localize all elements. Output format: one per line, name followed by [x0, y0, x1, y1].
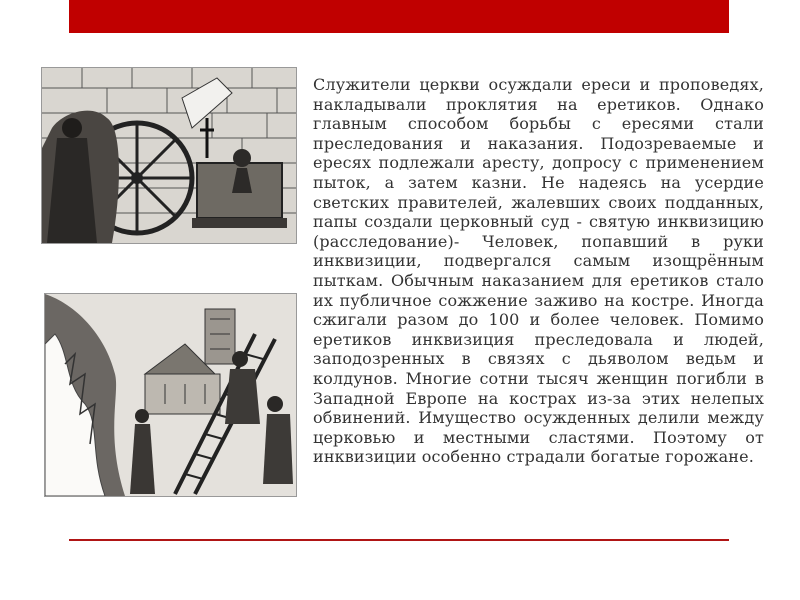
torture-wheel-engraving — [41, 67, 297, 244]
burning-at-stake-engraving — [44, 293, 297, 497]
body-text: Служители церкви осуждали ереси и проповедях, накладывали проклятия на еретиков. Однако главным способом борьбы с ересями стали преследования и наказания. Подозреваемые и ересях подлежали аресту, допросу с применением пыток, а затем казни. Не надеясь на усердие светских правителей, жалевших своих подданных, папы создали церковный суд - святую инквизицию (расследование)- Человек, попавший в руки инквизиции, подвергался самым изощрённым пыткам. Обычным наказанием для еретиков стало их публичное сожжение заживо на костре. Иногда сжигали разом до 100 и более человек. Помимо еретиков инквизиция преследовала и людей, заподозренных в связях с дьяволом ведьм и колдунов. Многие сотни тысяч женщин погибли в Западной Европе на кострах из-за этих нелепых обвинений. Имущество осужденных делили между церковью и местными сластями. Поэтому от инквизиции особенно страдали богатые горожане. — [313, 75, 764, 467]
footer-accent-line — [69, 539, 729, 541]
header-accent-bar — [69, 0, 729, 33]
